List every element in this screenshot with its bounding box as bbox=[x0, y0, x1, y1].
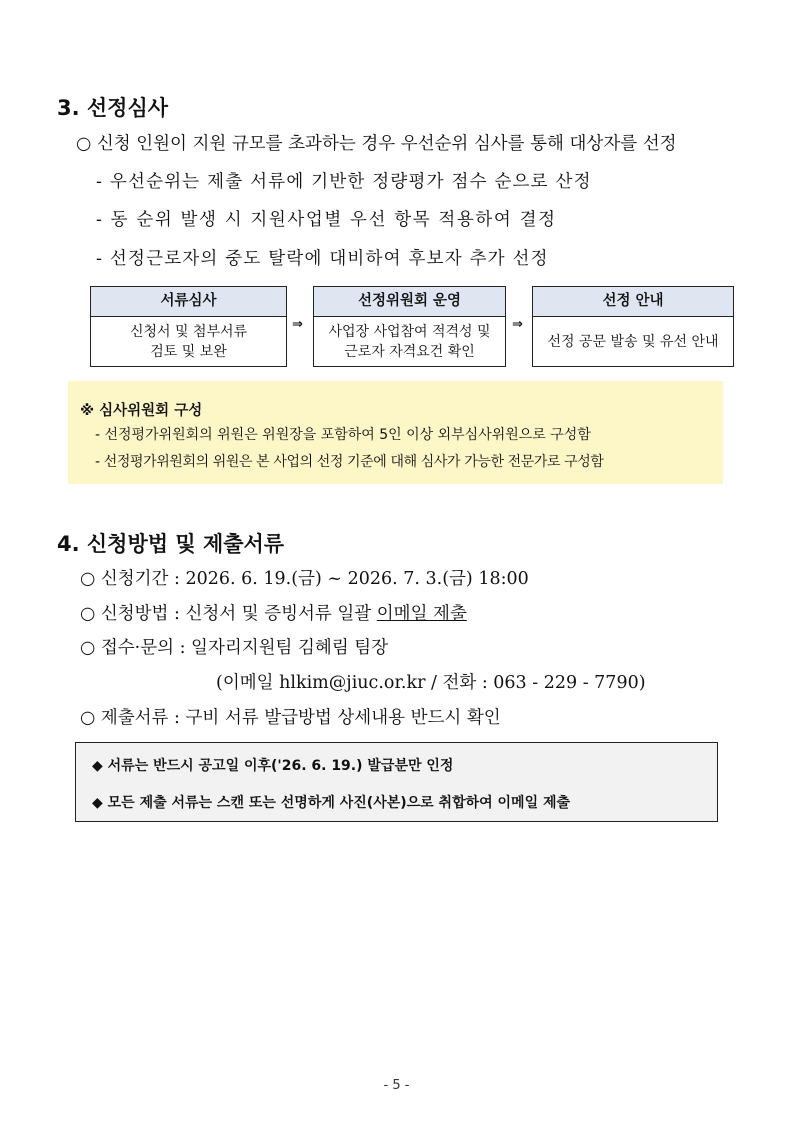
documents-line: ○ 제출서류 : 구비 서류 발급방법 상세내용 반드시 확인 bbox=[80, 708, 501, 728]
flow-step-title: 선정위원회 운영 bbox=[314, 287, 505, 317]
flow-step-line: 신청서 및 첨부서류 bbox=[129, 324, 248, 340]
selection-sub-line: - 선정근로자의 중도 탈락에 대비하여 후보자 추가 선정 bbox=[96, 249, 549, 269]
flow-step-body bbox=[314, 317, 505, 367]
flow-step-title: 서류심사 bbox=[91, 287, 286, 317]
selection-main-line: ○ 신청 인원이 지원 규모를 초과하는 경우 우선순위 심사를 통해 대상자를 선정 bbox=[76, 134, 677, 154]
committee-note-box bbox=[68, 381, 723, 484]
section-4-title: 4. 신청방법 및 제출서류 bbox=[57, 532, 285, 556]
flow-step-body bbox=[91, 317, 286, 367]
documents-info-box bbox=[75, 742, 718, 822]
flow-step-line: 선정 공문 발송 및 유선 안내 bbox=[547, 334, 719, 350]
flow-step-line: 근로자 자격요건 확인 bbox=[344, 344, 475, 360]
flow-step-line: 사업장 사업참여 적격성 및 bbox=[328, 324, 491, 340]
flow-step-title: 선정 안내 bbox=[533, 287, 733, 317]
email-submission-text: 이메일 제출 bbox=[376, 604, 467, 624]
flow-step-committee bbox=[313, 286, 506, 367]
selection-sub-line: - 우선순위는 제출 서류에 기반한 정량평가 점수 순으로 산정 bbox=[96, 172, 592, 192]
contact-line: ○ 접수·문의 : 일자리지원팀 김혜림 팀장 bbox=[80, 638, 389, 658]
selection-sub-line: - 동 순위 발생 시 지원사업별 우선 항목 적용하여 결정 bbox=[96, 210, 557, 230]
contact-detail: (이메일 hlkim@jiuc.or.kr / 전화 : 063 - 229 - 7790) bbox=[216, 673, 646, 693]
info-line: ◆ 서류는 반드시 공고일 이후('26. 6. 19.) 발급분만 인정 bbox=[92, 758, 454, 774]
note-title: ※ 심사위원회 구성 bbox=[80, 403, 203, 419]
flow-step-notification bbox=[532, 286, 734, 367]
flow-step-body bbox=[533, 317, 733, 367]
info-line: ◆ 모든 제출 서류는 스캔 또는 선명하게 사진(사본)으로 취합하여 이메일 제출 bbox=[92, 795, 571, 811]
flow-arrow-icon: ⇒ bbox=[292, 317, 303, 332]
section-3-title: 3. 선정심사 bbox=[57, 96, 169, 120]
page-number: - 5 - bbox=[383, 1078, 410, 1093]
note-line: - 선정평가위원회의 위원은 본 사업의 선정 기준에 대해 심사가 가능한 전문가로 구성함 bbox=[95, 454, 604, 470]
application-method-text: ○ 신청방법 : 신청서 및 증빙서류 일괄 bbox=[80, 604, 377, 624]
flow-arrow-icon: ⇒ bbox=[512, 317, 523, 332]
flow-step-document-review bbox=[90, 286, 287, 367]
flow-step-line: 검토 및 보완 bbox=[150, 344, 227, 360]
application-period: ○ 신청기간 : 2026. 6. 19.(금) ~ 2026. 7. 3.(금) 18:00 bbox=[80, 569, 529, 589]
application-method bbox=[80, 600, 467, 625]
note-line: - 선정평가위원회의 위원은 위원장을 포함하여 5인 이상 외부심사위원으로 구성함 bbox=[95, 427, 591, 443]
